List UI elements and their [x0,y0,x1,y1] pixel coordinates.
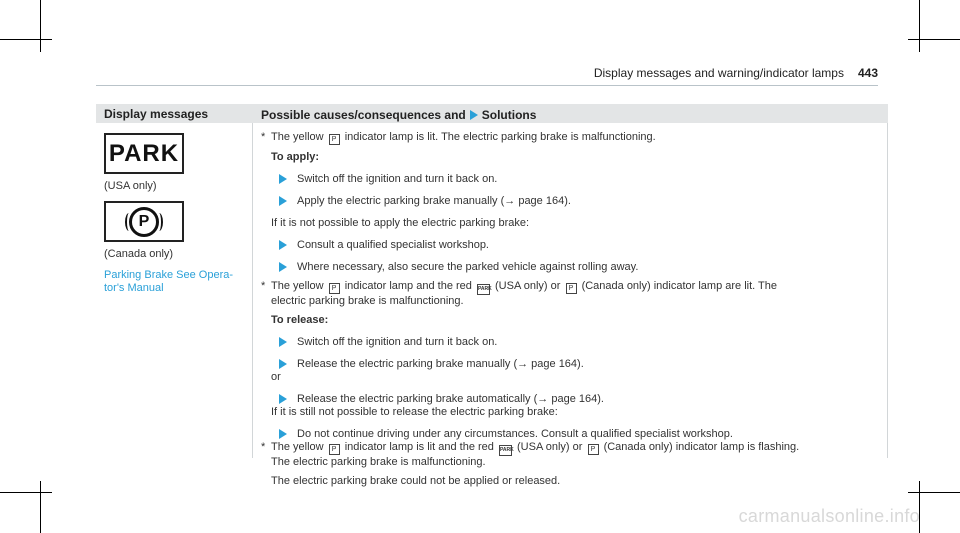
col-header-causes-label: Possible causes/consequences and [261,108,466,122]
bullet-star: * [261,280,266,292]
cause-text: (Canada only) indicator lamp are lit. The [581,280,778,292]
cause-text: indicator lamp and the red [344,280,472,292]
cause-item-1 [261,131,887,145]
arrow-right-icon [279,359,287,369]
causes-solutions-cell [253,123,888,487]
arrow-right-icon [279,240,287,250]
cause-text: The electric parking brake could not be applied or released. [271,475,561,487]
step-text: Where necessary, also secure the parked vehicle against rolling away. [297,261,639,273]
page-header [594,66,878,80]
arrow-right-icon [470,110,478,120]
step-text: Do not continue driving under any circumstances. Consult a qualified specialist workshop. [297,428,733,440]
display-message-cell [96,123,253,458]
park-icon-text: PARK [108,139,180,167]
crop-mark [919,0,920,52]
cause-text: (USA only) or [495,280,561,292]
solution-step [261,358,887,371]
solution-step [261,428,887,441]
step-text: Apply the electric parking brake manually (→ page 164). [297,195,571,207]
park-indicator-icon: PARK [477,284,490,295]
cause-item-3 [261,441,887,456]
cause-text: indicator lamp is lit. The electric parking brake is malfunctioning. [344,131,656,143]
solution-step [261,195,887,208]
crop-mark [40,481,41,533]
arrow-right-icon [279,337,287,347]
arrow-right-icon [279,429,287,439]
canada-caption: (Canada only) [104,248,174,260]
table-header [96,104,888,123]
solution-step [261,393,887,406]
step-text: Release the electric parking brake manually (→ page 164). [297,358,584,370]
col-header-display-messages: Display messages [104,107,209,121]
p-circle-icon [129,207,159,237]
solution-step [261,173,887,186]
release-label: To release: [271,314,329,326]
step-text: Switch off the ignition and turn it back on. [297,336,498,348]
step-text: Switch off the ignition and turn it back on. [297,173,498,185]
step-text: Release the electric parking brake automatically (→ page 164). [297,393,604,405]
crop-mark [0,39,52,40]
solution-step [261,239,887,252]
cause-text: indicator lamp is lit and the red [344,441,494,453]
park-indicator-icon: PARK [499,445,512,456]
p-indicator-icon: P [329,283,340,294]
or-text: or [271,371,281,383]
still-not-text: If it is still not possible to release the electric parking brake: [271,406,558,418]
park-indicator-icon [104,133,184,174]
solution-step [261,336,887,349]
cause-text: The yellow [271,131,324,143]
bullet-star: * [261,131,266,143]
solution-step [261,261,887,274]
message-line-1: Parking Brake See Opera- [104,269,234,281]
p-indicator-icon: P [566,283,577,294]
cause-item-2 [261,280,887,295]
apply-label: To apply: [271,151,320,163]
header-divider [96,85,878,86]
p-indicator-icon: P [329,444,340,455]
table-row [96,123,888,487]
cause-text: The yellow [271,441,324,453]
crop-mark [40,0,41,52]
page-number: 443 [857,66,878,80]
crop-mark [908,492,960,493]
parking-brake-p-icon [104,201,184,242]
crop-mark [908,39,960,40]
not-possible-text: If it is not possible to apply the electric parking brake: [271,217,530,229]
arrow-right-icon [279,394,287,404]
arrow-right-icon [279,174,287,184]
cause-text: The electric parking brake is malfunctioning. [271,456,486,468]
display-message-text [104,269,252,295]
section-title: Display messages and warning/indicator lamps [593,66,844,80]
message-line-2: tor's Manual [104,282,164,294]
cause-text: electric parking brake is malfunctioning. [271,295,464,307]
cause-text: (Canada only) indicator lamp is flashing. [603,441,800,453]
p-icon-text: P [138,212,150,230]
p-indicator-icon: P [329,134,340,145]
watermark: carmanualsonline.info [738,506,920,526]
step-text: Consult a qualified specialist workshop. [297,239,489,251]
arrow-right-icon [279,262,287,272]
cause-text: The yellow [271,280,324,292]
crop-mark [0,492,52,493]
p-indicator-icon: P [588,444,599,455]
usa-caption: (USA only) [104,180,157,192]
arrow-right-icon [279,196,287,206]
col-header-solutions-label: Solutions [481,108,537,122]
bullet-star: * [261,441,266,453]
col-header-causes [253,104,888,123]
cause-text: (USA only) or [517,441,583,453]
messages-table [96,104,888,487]
